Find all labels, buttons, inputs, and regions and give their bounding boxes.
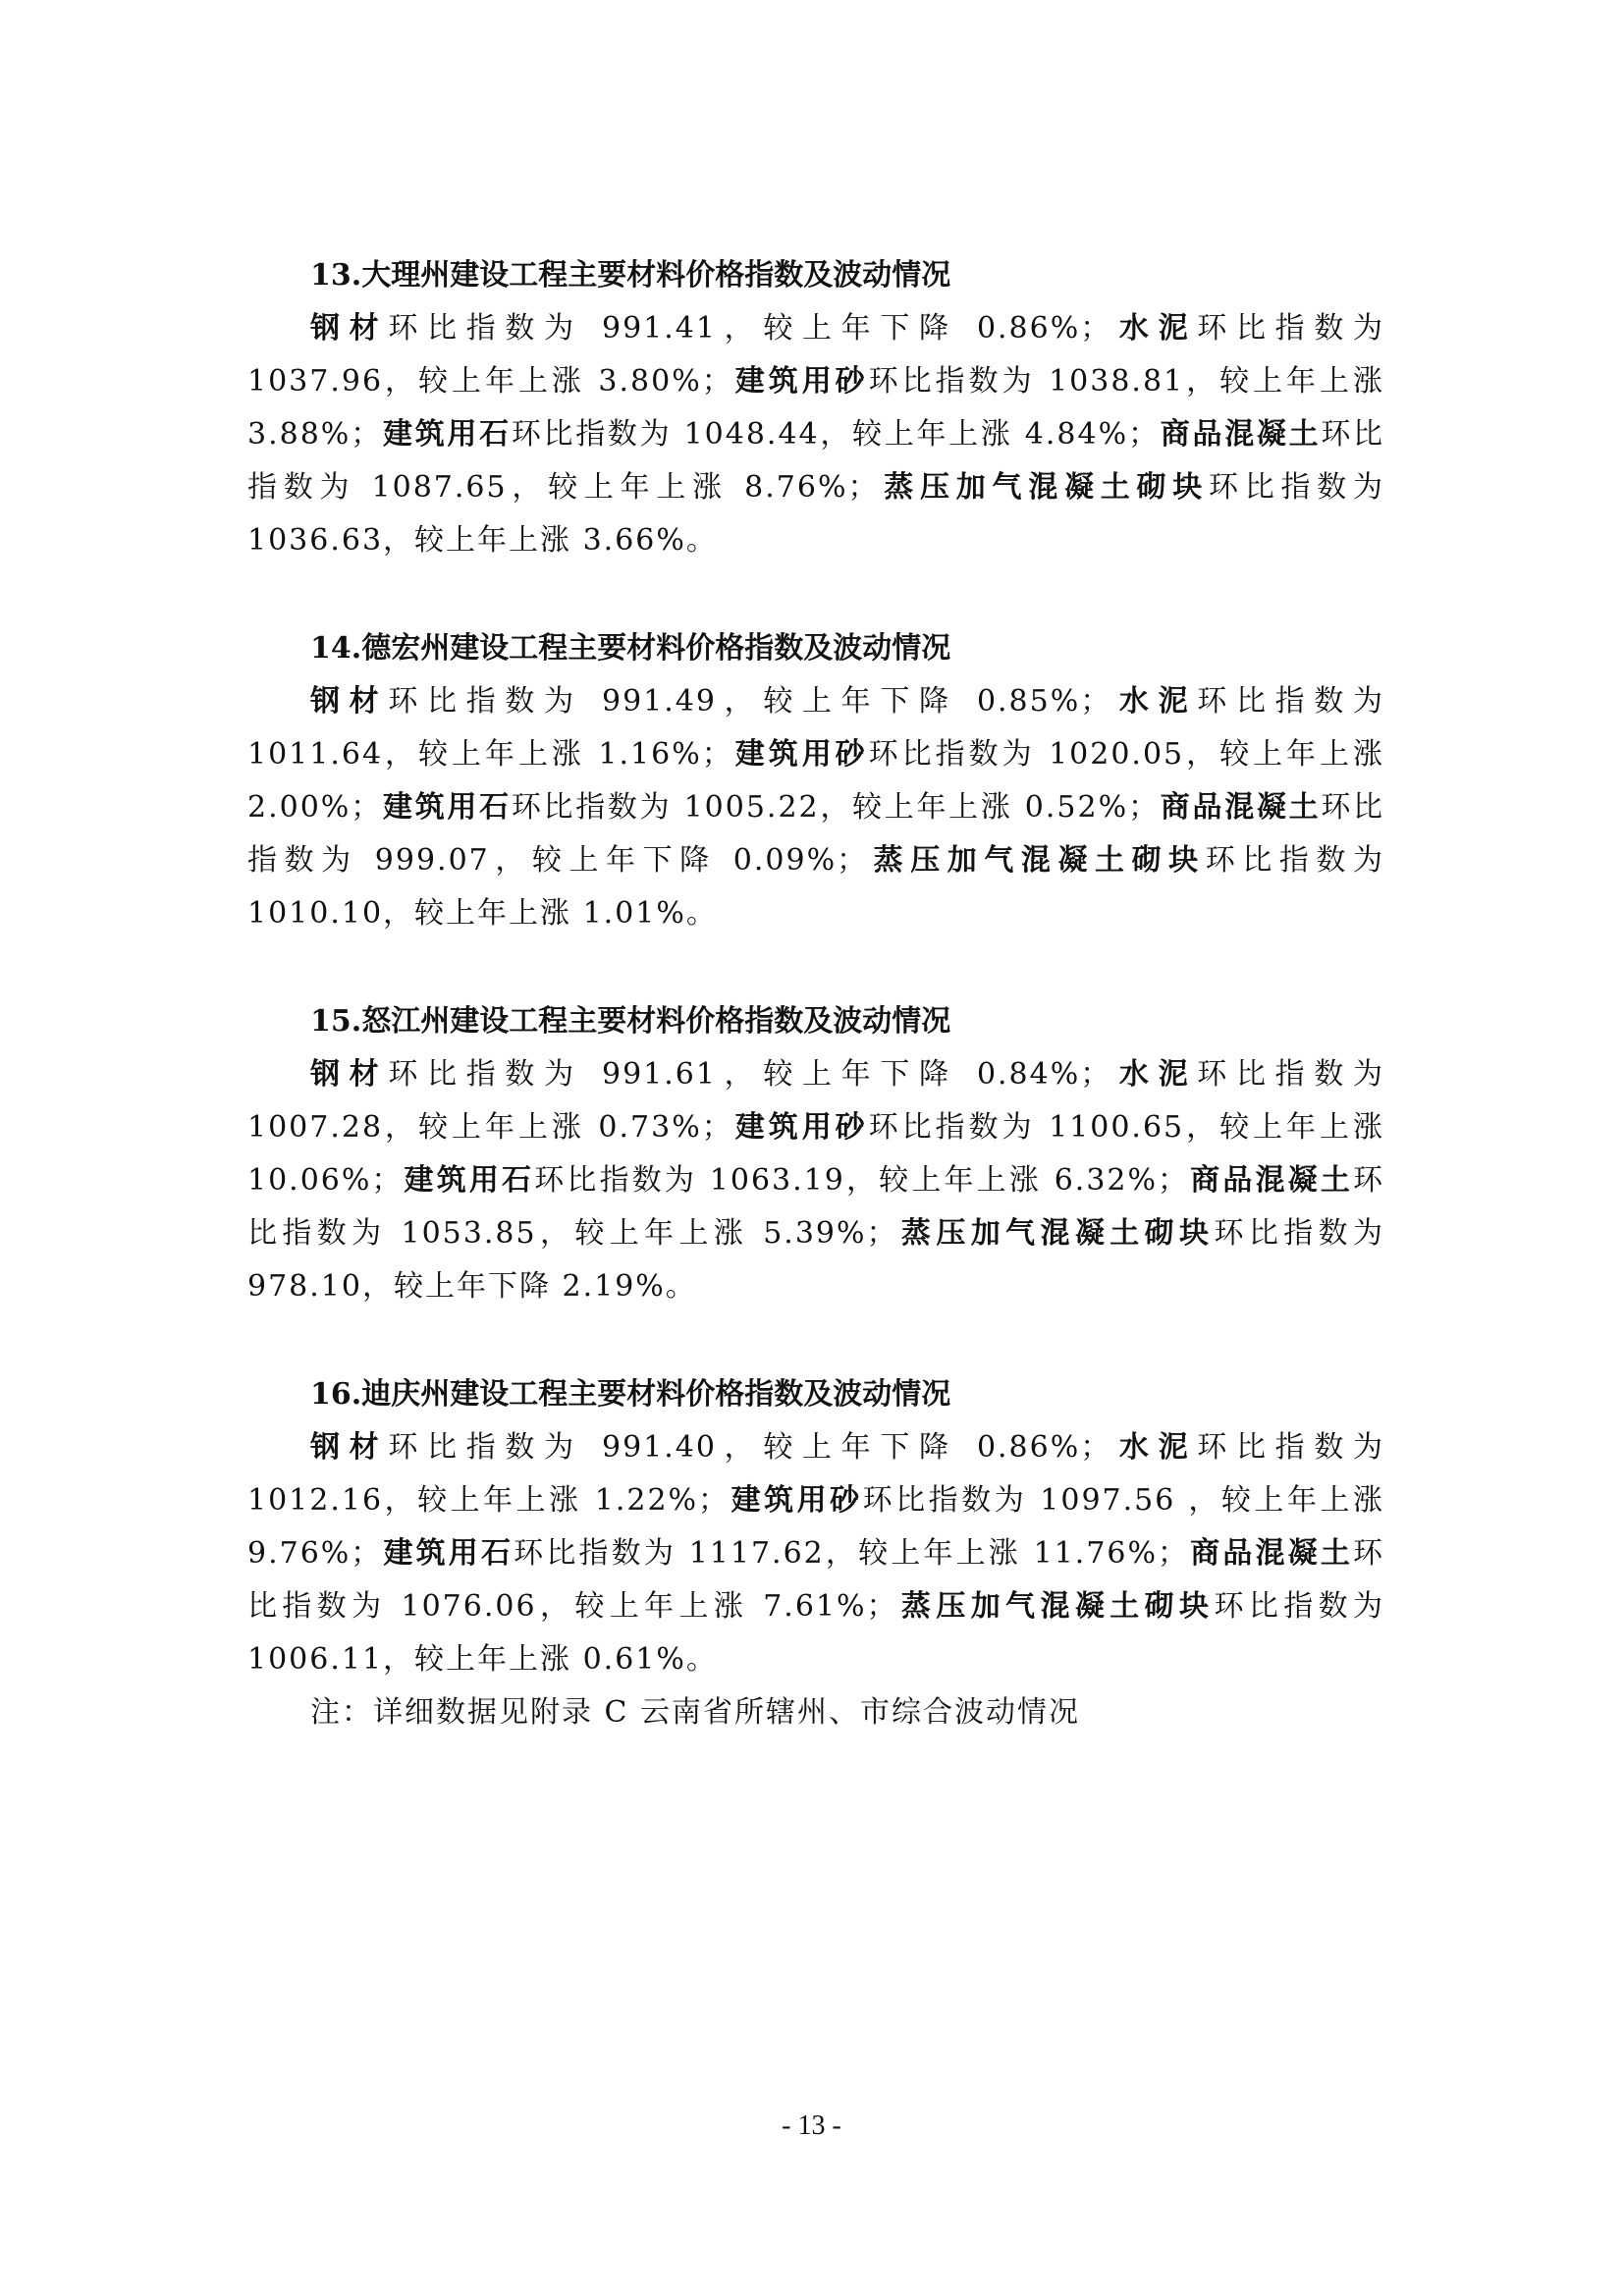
material-name: 建筑用石 <box>382 1536 514 1571</box>
material-description: 环比指数为 991.61，较上年下降 0.84%； <box>388 1057 1112 1092</box>
section-paragraph <box>247 675 1384 940</box>
material-description: 环比指数为 1048.44，较上年上涨 4.84%； <box>511 417 1161 452</box>
material-description: 环比指数为 1020.05，较上年上涨 2.00%； <box>247 737 1385 825</box>
material-description: 环比指数为 1038.81，较上年上涨 3.88%； <box>247 364 1385 452</box>
material-description: 环比指数为 1087.65，较上年上涨 8.76%； <box>247 417 1385 505</box>
material-name: 水泥 <box>1111 311 1198 346</box>
material-description: 环比指数为 991.40，较上年下降 0.86%； <box>388 1430 1112 1465</box>
section-nujiang <box>247 995 1384 1313</box>
section-paragraph <box>247 1048 1384 1313</box>
appendix-note: 注：详细数据见附录 C 云南省所辖州、市综合波动情况 <box>310 1695 1081 1730</box>
material-name: 建筑用砂 <box>732 1110 869 1145</box>
section-heading: 14.德宏州建设工程主要材料价格指数及波动情况 <box>310 631 951 666</box>
material-name: 钢材 <box>310 1430 389 1465</box>
material-description: 环比指数为 1010.10，较上年上涨 1.01%。 <box>247 843 1385 931</box>
material-description: 环比指数为 1011.64，较上年上涨 1.16%； <box>247 684 1385 772</box>
material-name: 蒸压加气混凝土砌块 <box>868 843 1206 878</box>
material-description: 环比指数为 1037.96，较上年上涨 3.80%； <box>247 311 1385 399</box>
section-dali <box>247 249 1384 567</box>
material-name: 建筑用石 <box>403 1163 535 1198</box>
material-description: 环比指数为 991.41，较上年下降 0.86%； <box>388 311 1112 346</box>
material-name: 建筑用石 <box>382 790 512 825</box>
material-description: 环比指数为 1036.63，较上年上涨 3.66%。 <box>247 470 1385 558</box>
section-paragraph <box>247 302 1384 567</box>
material-name: 水泥 <box>1111 684 1198 719</box>
material-description: 环比指数为 1097.56 ，较上年上涨 9.76%； <box>247 1483 1384 1571</box>
page-number: - 13 - <box>782 2110 841 2141</box>
material-description: 环比指数为 1076.06，较上年上涨 7.61%； <box>247 1536 1385 1624</box>
material-description: 环比指数为 1005.22，较上年上涨 0.52%； <box>511 790 1161 825</box>
material-description: 环比指数为 991.49，较上年下降 0.85%； <box>388 684 1112 719</box>
section-paragraph <box>247 1421 1384 1686</box>
material-name: 蒸压加气混凝土砌块 <box>879 470 1209 505</box>
section-heading: 16.迪庆州建设工程主要材料价格指数及波动情况 <box>310 1377 951 1412</box>
material-description: 环比指数为 1063.19，较上年上涨 6.32%； <box>534 1163 1190 1198</box>
material-description: 环比指数为 1117.62，较上年上涨 11.76%； <box>514 1536 1190 1571</box>
material-description: 环比指数为 999.07，较上年下降 0.09%； <box>247 790 1385 878</box>
section-heading: 13.大理州建设工程主要材料价格指数及波动情况 <box>310 258 951 293</box>
material-description: 环比指数为 1006.11，较上年上涨 0.61%。 <box>247 1589 1385 1677</box>
material-description: 环比指数为 1053.85，较上年上涨 5.39%； <box>247 1163 1385 1251</box>
material-description: 环比指数为 1012.16，较上年上涨 1.22%； <box>247 1430 1385 1518</box>
material-name: 钢材 <box>310 311 389 346</box>
section-dehong <box>247 622 1384 940</box>
material-name: 商品混凝土 <box>1189 1163 1354 1198</box>
material-name: 建筑用砂 <box>732 364 869 399</box>
material-name: 建筑用砂 <box>730 1483 863 1518</box>
section-diqing <box>247 1368 1384 1739</box>
material-name: 蒸压加气混凝土砌块 <box>897 1216 1215 1251</box>
material-name: 蒸压加气混凝土砌块 <box>897 1589 1215 1624</box>
material-description: 环比指数为 978.10，较上年下降 2.19%。 <box>247 1216 1385 1304</box>
material-name: 水泥 <box>1111 1430 1198 1465</box>
material-description: 环比指数为 1007.28，较上年上涨 0.73%； <box>247 1057 1385 1145</box>
material-name: 建筑用砂 <box>732 737 869 772</box>
material-name: 建筑用石 <box>382 417 512 452</box>
material-name: 商品混凝土 <box>1189 1536 1354 1571</box>
section-heading: 15.怒江州建设工程主要材料价格指数及波动情况 <box>310 1004 951 1039</box>
material-name: 商品混凝土 <box>1160 417 1322 452</box>
material-name: 钢材 <box>310 684 389 719</box>
material-name: 水泥 <box>1111 1057 1198 1092</box>
material-name: 钢材 <box>310 1057 389 1092</box>
document-body <box>247 249 1384 1739</box>
material-name: 商品混凝土 <box>1160 790 1322 825</box>
material-description: 环比指数为 1100.65，较上年上涨 10.06%； <box>247 1110 1385 1198</box>
